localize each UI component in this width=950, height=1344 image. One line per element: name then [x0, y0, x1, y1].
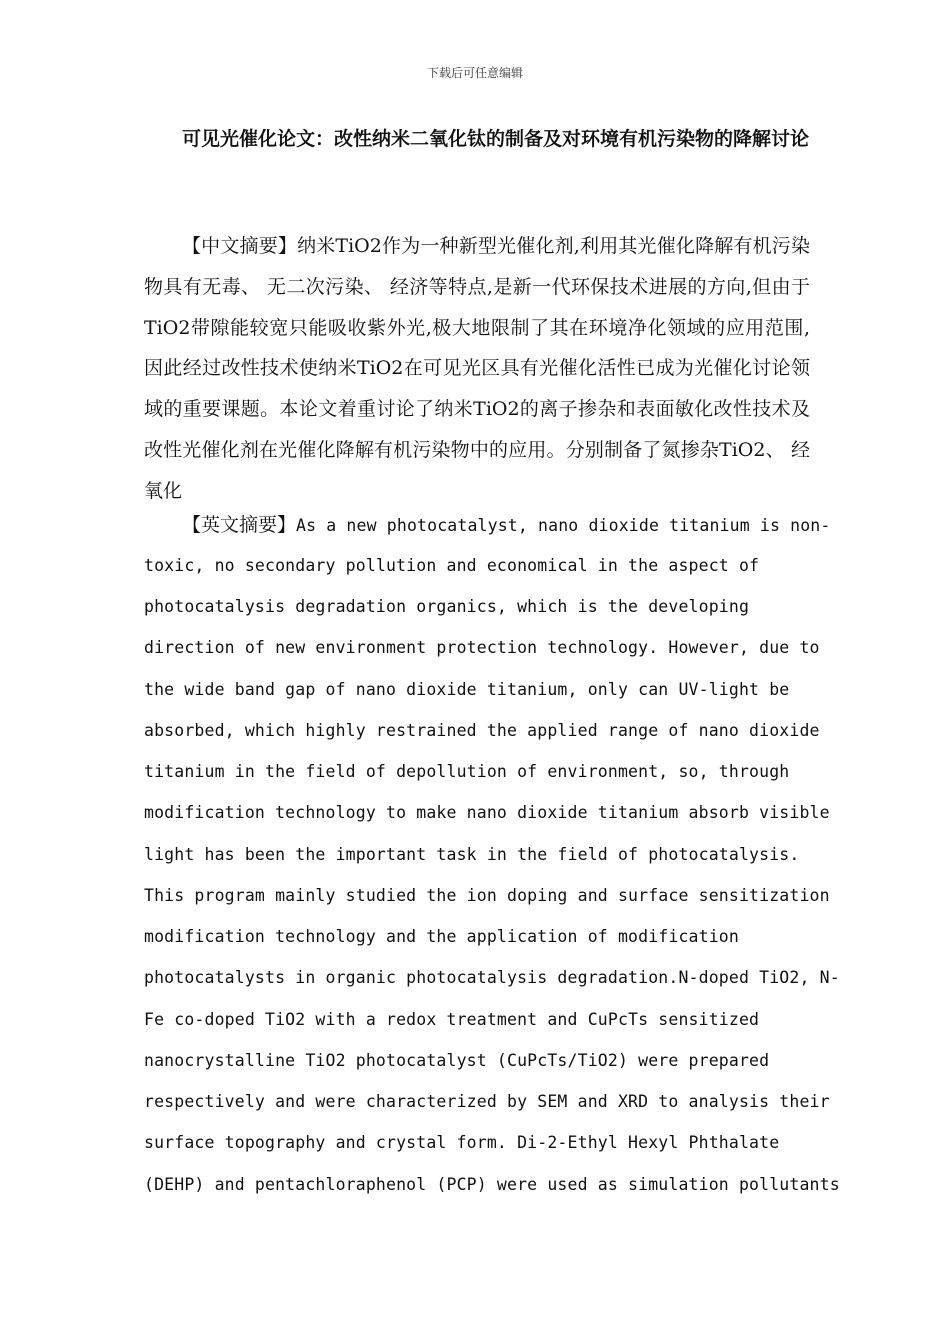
english-abstract-line: nanocrystalline TiO2 photocatalyst (CuPcTs/TiO2) were prepared [144, 1051, 770, 1070]
document-title: 可见光催化论文：改性纳米二氧化钛的制备及对环境有机污染物的降解讨论 [182, 128, 810, 150]
chinese-abstract-text: 纳米TiO2作为一种新型光催化剂,利用其光催化降解有机污染物具有无毒、 无二次污染、 经济等特点,是新一代环保技术进展的方向,但由于TiO2带隙能较宽只能吸收紫外光,极大地限制了其在环境净化领域的应用范围,因此经过改性技术使纳米TiO2在可见光区具有光催化活性已成为光催化讨论领域的重要课题。本论文着重讨论了纳米TiO2的离子掺杂和表面敏化改性技术及改性光催化剂在光催化降解有机污染物中的应用。分别制备了氮掺杂TiO2、 经氧化 [144, 235, 810, 502]
english-abstract-line: direction of new environment protection technology. However, due to [144, 638, 820, 657]
english-abstract-line: This program mainly studied the ion doping and surface sensitization [144, 886, 830, 905]
english-abstract-line: (DEHP) and pentachloraphenol (PCP) were used as simulation pollutants [144, 1175, 840, 1194]
english-abstract-line: modification technology and the application of modification [144, 927, 739, 946]
english-abstract-line: photocatalysis degradation organics, which is the developing [144, 597, 750, 616]
english-abstract-line: surface topography and crystal form. Di-2-Ethyl Hexyl Phthalate [144, 1133, 780, 1152]
english-abstract-label: 【英文摘要】 [182, 514, 297, 536]
chinese-abstract-label: 【中文摘要】 [182, 235, 298, 257]
page-header: 下载后可任意编辑 [426, 66, 523, 80]
chinese-abstract [144, 226, 810, 512]
english-abstract-line: respectively and were characterized by SEM and XRD to analysis their [144, 1092, 830, 1111]
english-abstract-line: absorbed, which highly restrained the applied range of nano dioxide [144, 721, 820, 740]
english-abstract-line: toxic, no secondary pollution and economical in the aspect of [144, 556, 760, 575]
english-abstract-line: As a new photocatalyst, nano dioxide titanium is non- [296, 516, 831, 535]
english-abstract-line: the wide band gap of nano dioxide titanium, only can UV-light be [144, 680, 790, 699]
english-abstract-line: modification technology to make nano dioxide titanium absorb visible [144, 803, 830, 822]
english-abstract-line: photocatalysts in organic photocatalysis degradation.N-doped TiO2, N- [144, 968, 840, 987]
english-abstract-first-line [144, 510, 831, 537]
english-abstract-line: titanium in the field of depollution of environment, so, through [144, 762, 790, 781]
english-abstract-line: Fe co-doped TiO2 with a redox treatment and CuPcTs sensitized [144, 1010, 760, 1029]
english-abstract-line: light has been the important task in the field of photocatalysis. [144, 845, 800, 864]
